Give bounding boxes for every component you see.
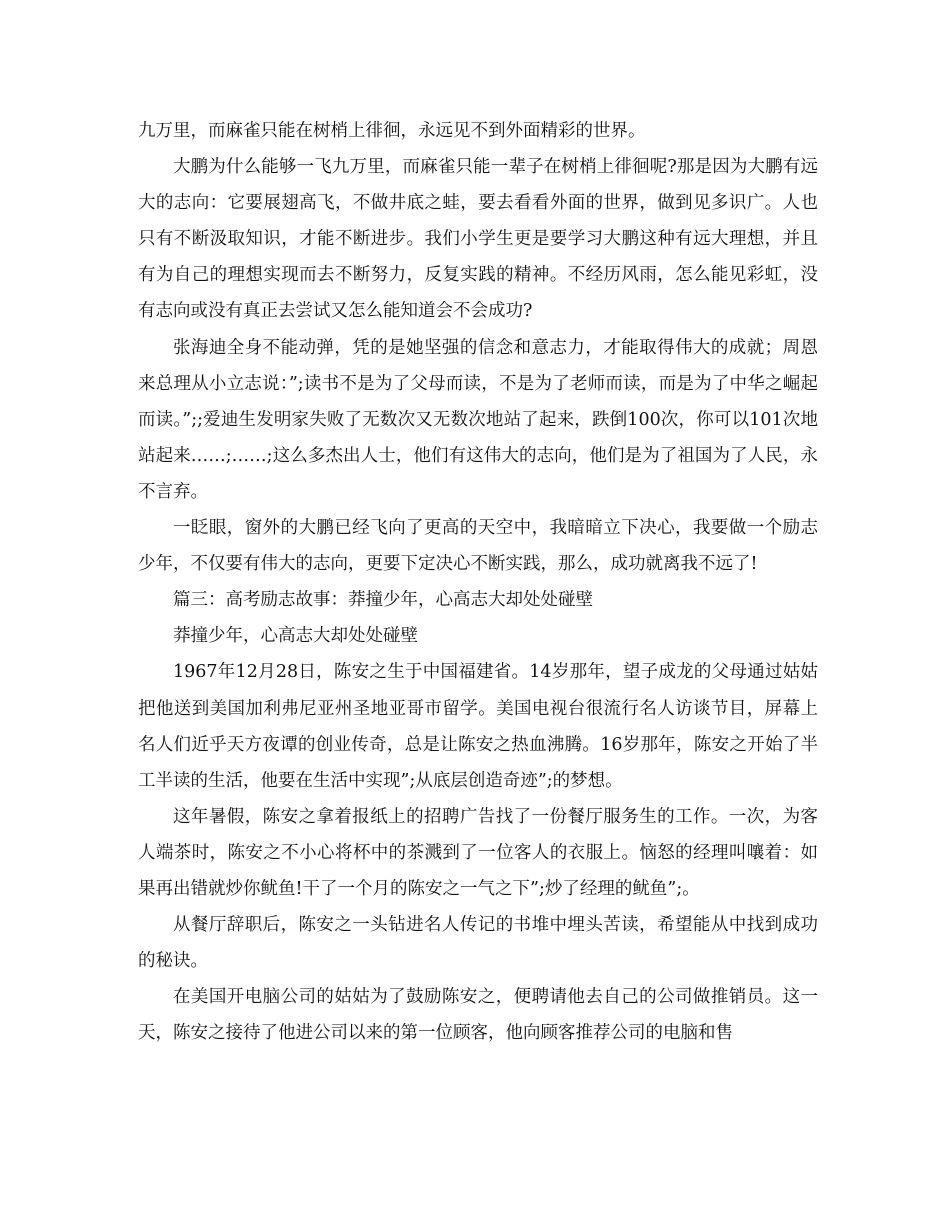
paragraph-3: 张海迪全身不能动弹，凭的是她坚强的信念和意志力，才能取得伟大的成就；周恩来总理从小立志说：”;读书不是为了父母而读，不是为了老师而读，而是为了中华之崛起而读。”;;爱迪生发明家失败了无数次又无数次地站了起来，跌倒100次，你可以101次地站起来……;……;这么多杰出人士，他们有这伟大的志向，他们是为了祖国为了人民，永不言弃。 [138, 337, 818, 502]
paragraph-8: 这年暑假，陈安之拿着报纸上的招聘广告找了一份餐厅服务生的工作。一次，为客人端茶时，陈安之不小心将杯中的茶溅到了一位客人的衣服上。恼怒的经理叫嚷着：如果再出错就炒你鱿鱼!干了一个月的陈安之一气之下”;炒了经理的鱿鱼”;。 [138, 806, 818, 899]
paragraph-2: 大鹏为什么能够一飞九万里，而麻雀只能一辈子在树梢上徘徊呢?那是因为大鹏有远大的志向：它要展翅高飞，不做井底之蛙，要去看看外面的世界，做到见多识广。人也只有不断汲取知识，才能不断进步。我们小学生更是要学习大鹏这种有远大理想，并且有为自己的理想实现而去不断努力，反复实践的精神。不经历风雨，怎么能见彩虹，没有志向或没有真正去尝试又怎么能知道会不会成功? [138, 157, 818, 322]
document-body [138, 113, 818, 1051]
story-subtitle: 莽撞少年，心高志大却处处碰壁 [173, 626, 418, 647]
paragraph-1: 九万里，而麻雀只能在树梢上徘徊，永远见不到外面精彩的世界。 [138, 121, 646, 141]
section-heading: 篇三：高考励志故事：莽撞少年，心高志大却处处碰壁 [173, 590, 593, 611]
paragraph-4: 一眨眼，窗外的大鹏已经飞向了更高的天空中，我暗暗立下决心，我要做一个励志少年，不仅要有伟大的志向，更要下定决心不断实践，那么，成功就离我不远了! [138, 518, 818, 575]
paragraph-7: 1967年12月28日，陈安之生于中国福建省。14岁那年，望子成龙的父母通过姑姑把他送到美国加利弗尼亚州圣地亚哥市留学。美国电视台很流行名人访谈节目，屏幕上名人们近乎天方夜谭的创业传奇，总是让陈安之热血沸腾。16岁那年，陈安之开始了半工半读的生活，他要在生活中实现”;从底层创造奇迹”;的梦想。 [138, 662, 818, 791]
paragraph-9: 从餐厅辞职后，陈安之一头钻进名人传记的书堆中埋头苦读，希望能从中找到成功的秘诀。 [138, 915, 818, 972]
paragraph-10: 在美国开电脑公司的姑姑为了鼓励陈安之，便聘请他去自己的公司做推销员。这一天，陈安之接待了他进公司以来的第一位顾客，他向顾客推荐公司的电脑和售 [138, 987, 818, 1044]
